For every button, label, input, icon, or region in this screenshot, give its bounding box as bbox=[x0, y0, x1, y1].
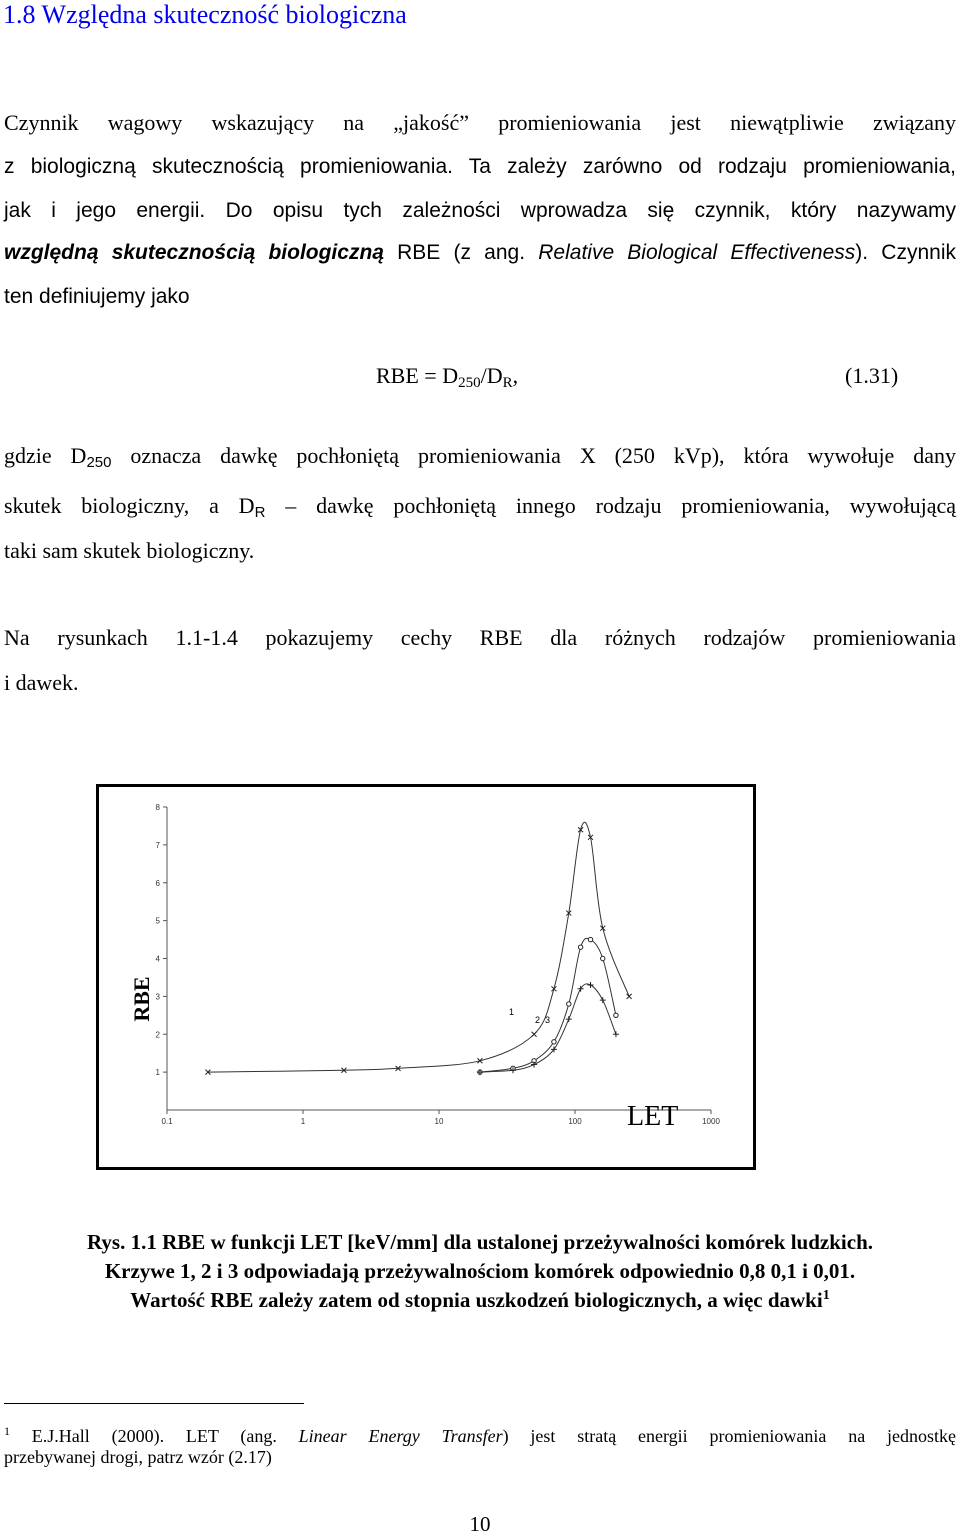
footnote-line2: przebywanej drogi, patrz wzór (2.17) bbox=[4, 1447, 272, 1467]
chart-curves bbox=[208, 822, 629, 1072]
para1-line4 bbox=[4, 231, 956, 275]
formula-end: , bbox=[512, 363, 519, 388]
formula-mid: /D bbox=[480, 363, 503, 388]
caption-line2: Krzywe 1, 2 i 3 odpowiadają przeżywalnościom komórek odpowiednio 0,8 0,1 i 0,01. bbox=[104, 1259, 856, 1283]
section-heading: 1.8 Względna skuteczność biologiczna bbox=[3, 0, 407, 29]
data-point-1 bbox=[627, 994, 632, 999]
footnote-l1-start: E.J.Hall (2000). LET (ang. bbox=[10, 1426, 299, 1446]
para2-l1-rest: oznacza dawkę pochłoniętą promieniowania X (250 kVp), która wywołuje dany bbox=[111, 443, 956, 468]
curve-label-3: 3 bbox=[545, 1015, 551, 1025]
y-axis-label: RBE bbox=[129, 976, 154, 1022]
footnote-l1-rest: ) jest stratą energii promieniowania na jednostkę bbox=[502, 1426, 956, 1446]
data-point-3 bbox=[600, 997, 606, 1003]
figure-frame bbox=[96, 784, 756, 1170]
para2-l1-start: gdzie D bbox=[4, 443, 87, 468]
para2-l2-rest: – dawkę pochłoniętą innego rodzaju promieniowania, wywołującą bbox=[265, 493, 956, 518]
x-tick-label: 0.1 bbox=[161, 1117, 173, 1126]
para3-line2: i dawek. bbox=[4, 670, 79, 695]
y-tick-label: 1 bbox=[155, 1068, 160, 1078]
footnote-mark: 1 bbox=[4, 1424, 10, 1438]
y-tick-label: 4 bbox=[155, 954, 160, 964]
footnote-let-term: Linear Energy Transfer bbox=[298, 1426, 503, 1446]
data-point-2 bbox=[578, 945, 582, 949]
data-point-2 bbox=[567, 1002, 571, 1006]
x-tick-label: 1 bbox=[300, 1117, 306, 1126]
x-axis-label: LET bbox=[627, 1101, 679, 1132]
y-tick-label: 7 bbox=[155, 840, 160, 850]
formula-sub-r: R bbox=[502, 375, 513, 391]
equation-number: (1.31) bbox=[845, 363, 899, 388]
chart-axes bbox=[156, 803, 721, 1126]
chart-markers bbox=[205, 827, 631, 1075]
x-tick-label: 100 bbox=[568, 1117, 582, 1126]
caption-line3-text: Wartość RBE zależy zatem od stopnia uszkodzeń biologicznych, a więc dawki bbox=[130, 1288, 823, 1312]
para1-line2: z biologiczną skutecznością promieniowania. Ta zależy zarówno od rodzaju promieniowania, bbox=[4, 155, 956, 178]
series-line-1 bbox=[208, 822, 629, 1072]
footnote-ref: 1 bbox=[822, 1288, 830, 1303]
caption-line3 bbox=[0, 1288, 960, 1313]
y-tick-label: 2 bbox=[155, 1030, 160, 1040]
data-point-3 bbox=[613, 1031, 619, 1037]
para2-sub-r: R bbox=[254, 504, 266, 521]
y-tick-label: 5 bbox=[155, 916, 160, 926]
curve-label-1: 1 bbox=[509, 1007, 515, 1017]
data-point-2 bbox=[614, 1013, 618, 1017]
data-point-2 bbox=[552, 1040, 556, 1044]
rbe-formula bbox=[376, 363, 518, 392]
y-tick-label: 3 bbox=[155, 992, 160, 1002]
para2-line1 bbox=[4, 434, 956, 485]
data-point-1 bbox=[532, 1032, 537, 1037]
para1-line5: ten definiujemy jako bbox=[4, 285, 190, 308]
para1-line1: Czynnik wagowy wskazujący na „jakość” promieniowania jest niewątpliwie związany bbox=[4, 110, 956, 135]
para2-sub-250: 250 bbox=[86, 454, 112, 471]
para1-line3: jak i jego energii. Do opisu tych zależności wprowadza się czynnik, który nazywamy bbox=[4, 199, 956, 222]
para1-line4-end: ). Czynnik bbox=[855, 241, 956, 264]
curve-label-2: 2 bbox=[535, 1015, 541, 1025]
data-point-3 bbox=[566, 1016, 572, 1022]
formula-sub-250: 250 bbox=[458, 375, 481, 391]
para1-line4-mid: RBE (z ang. bbox=[383, 241, 539, 264]
y-tick-label: 8 bbox=[155, 803, 160, 812]
term-rbe-english: Relative Biological Effectiveness bbox=[538, 241, 856, 264]
y-tick-label: 6 bbox=[155, 878, 160, 888]
para3-line1: Na rysunkach 1.1-1.4 pokazujemy cechy RBE dla różnych rodzajów promieniowania bbox=[4, 625, 956, 650]
data-point-3 bbox=[587, 982, 593, 988]
para2-l2-start: skutek biologiczny, a D bbox=[4, 493, 255, 518]
page-number: 10 bbox=[469, 1512, 491, 1536]
formula-lhs: RBE = D bbox=[376, 363, 459, 388]
para2-line3: taki sam skutek biologiczny. bbox=[4, 538, 255, 563]
term-rbe-polish: względną skutecznością biologiczną bbox=[4, 241, 384, 264]
data-point-3 bbox=[477, 1069, 483, 1075]
footnote-separator bbox=[4, 1403, 304, 1404]
series-line-3 bbox=[480, 984, 616, 1072]
para2-line2 bbox=[4, 484, 956, 535]
rbe-let-chart bbox=[99, 787, 753, 1167]
data-point-2 bbox=[601, 956, 605, 960]
data-point-2 bbox=[588, 937, 592, 941]
x-tick-label: 1000 bbox=[702, 1117, 720, 1126]
series-line-2 bbox=[480, 938, 616, 1072]
caption-line1: Rys. 1.1 RBE w funkcji LET [keV/mm] dla ustalonej przeżywalności komórek ludzkich. bbox=[86, 1230, 874, 1254]
x-tick-label: 10 bbox=[434, 1117, 444, 1126]
